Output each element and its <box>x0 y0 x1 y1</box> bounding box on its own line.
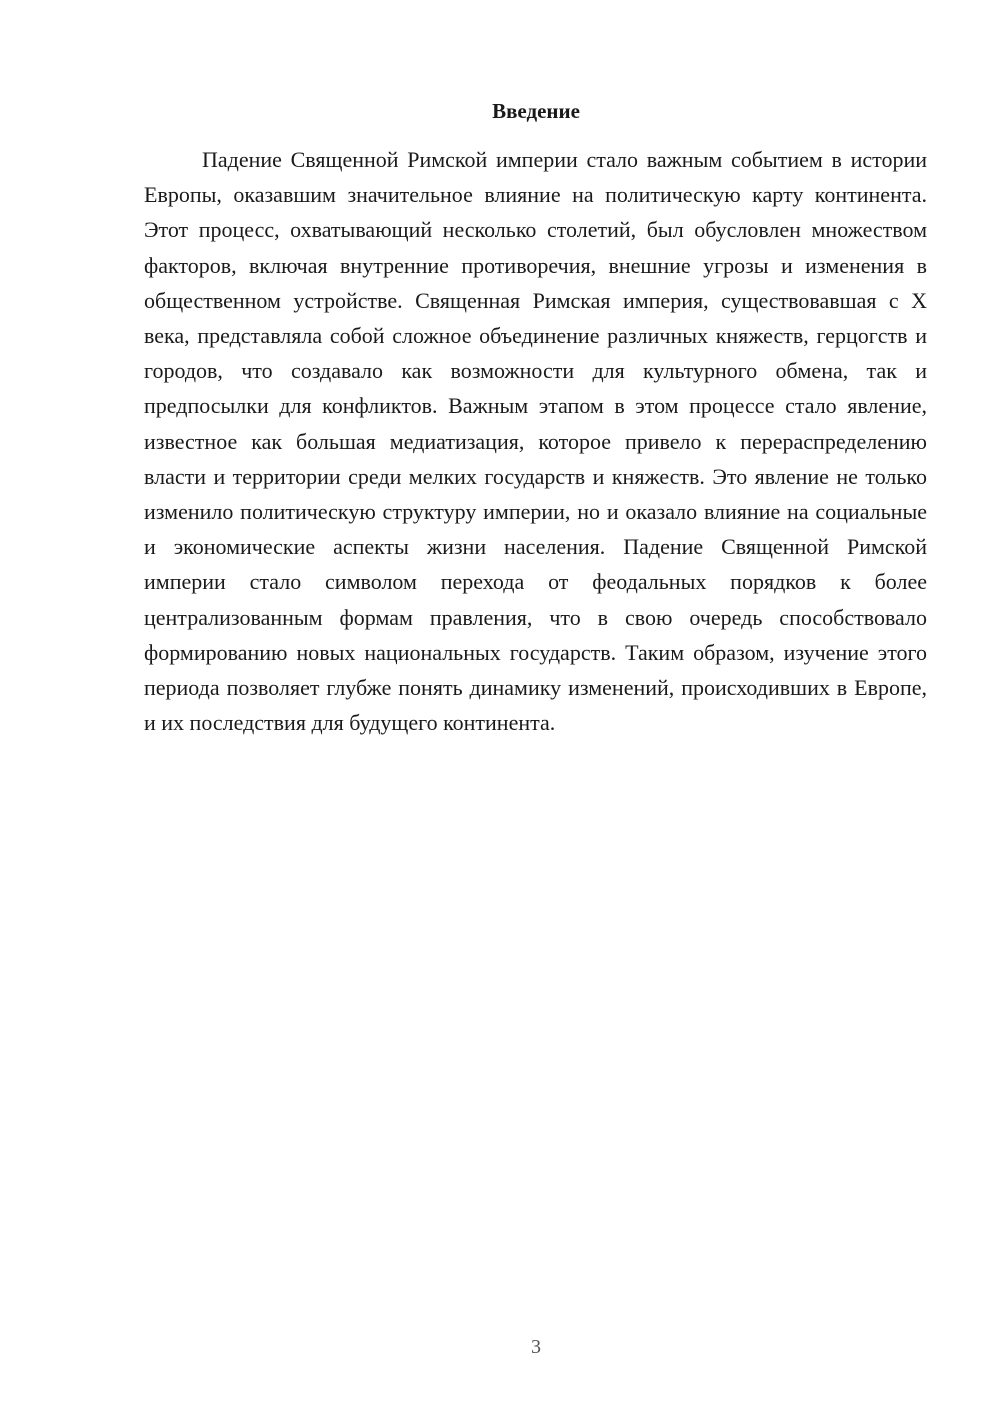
page-number: 3 <box>531 1336 541 1358</box>
section-heading: Введение <box>492 99 580 123</box>
body-paragraph: Падение Священной Римской империи стало важным событием в истории Европы, оказавшим значительное влияние на политическую карту континента. Этот процесс, охватывающий несколько столетий, был обусловлен множеством факторов, включая внутренние противоречия, внешние угрозы и изменения в общественном устройстве. Священная Римская империя, существовавшая с X века, представляла собой сложное объединение различных княжеств, герцогств и городов, что создавало как возможности для культурного обмена, так и предпосылки для конфликтов. Важным этапом в этом процессе стало явление, известное как большая медиатизация, которое привело к перераспределению власти и территории среди мелких государств и княжеств. Это явление не только изменило политическую структуру империи, но и оказало влияние на социальные и экономические аспекты жизни населения. Падение Священной Римской империи стало символом перехода от феодальных порядков к более централизованным формам правления, что в свою очередь способствовало формированию новых национальных государств. Таким образом, изучение этого периода позволяет глубже понять динамику изменений, происходивших в Европе, и их последствия для будущего континента. <box>144 147 927 736</box>
